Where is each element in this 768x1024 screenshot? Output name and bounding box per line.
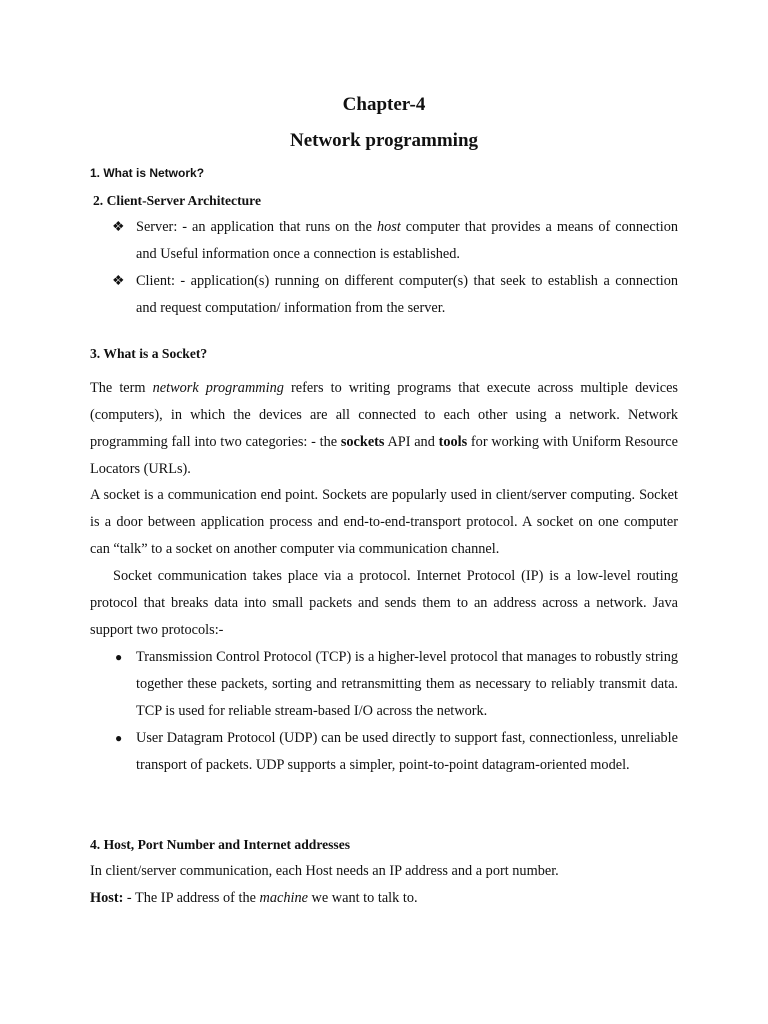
- host-text-a: - The IP address of the: [123, 890, 260, 906]
- paragraph-network-programming: [90, 375, 678, 483]
- udp-text: User Datagram Protocol (UDP) can be used directly to support fast, connectionless, unreliable transport of packets. UDP supports a simpler, point-to-point datagram-oriented model.: [136, 730, 678, 773]
- list-item-udp: [115, 725, 678, 779]
- client-text: Client: - application(s) running on different computer(s) that seek to establish a connection and request computation/ information from the server.: [136, 273, 678, 316]
- server-emphasis: host: [376, 219, 401, 235]
- list-item-tcp: [115, 644, 678, 725]
- list-item-server: [112, 214, 678, 268]
- paragraph-socket-protocol: Socket communication takes place via a protocol. Internet Protocol (IP) is a low-level routing protocol that breaks data into small packets and sends them to an address across a network. Java support two protocols:-: [90, 568, 678, 638]
- host-label: Host:: [90, 890, 124, 906]
- p1-emphasis: network programming: [152, 380, 284, 396]
- host-emphasis: machine: [259, 890, 308, 906]
- p1-text-c: API and: [384, 434, 439, 450]
- host-text-b: we want to talk to.: [307, 890, 418, 906]
- p1-bold-sockets: sockets: [340, 434, 385, 450]
- chapter-heading: Chapter-4: [342, 94, 426, 115]
- server-text-end: computer that provides a means of connection and Useful information once a connection is established.: [136, 219, 678, 262]
- bullet-icon: ●: [115, 650, 123, 664]
- section-heading-host-port: 4. Host, Port Number and Internet addresses: [90, 837, 351, 852]
- paragraph-host-intro: In client/server communication, each Host needs an IP address and a port number.: [90, 863, 559, 879]
- section-heading-socket: 3. What is a Socket?: [90, 346, 208, 361]
- paragraph-host-definition: [90, 885, 678, 912]
- diamond-bullet-icon: ❖: [112, 274, 125, 289]
- title-block: [0, 92, 768, 154]
- server-text: Server: - an application that runs on the: [136, 219, 377, 235]
- paragraph-socket-definition: A socket is a communication end point. Sockets are popularly used in client/server computing. Socket is a door between application process and end-to-end-transport protocol. A socket on one computer can “talk” to a socket on another computer via communication channel.: [90, 487, 678, 557]
- section-heading-network: 1. What is Network?: [90, 166, 205, 180]
- p1-text-a: The term: [90, 380, 153, 396]
- p1-text-d: for working with Uniform Resource Locators (URLs).: [90, 434, 678, 477]
- bullet-icon: ●: [115, 731, 123, 745]
- list-item-client: [112, 268, 678, 322]
- p1-text-b: refers to writing programs that execute across multiple devices (computers), in which the devices are all connected to each other using a network. Network programming fall into two categories: - the: [90, 380, 678, 450]
- diamond-bullet-icon: ❖: [112, 220, 125, 235]
- section-heading-client-server: 2. Client-Server Architecture: [93, 193, 261, 208]
- document-title: Network programming: [289, 130, 479, 151]
- tcp-text: Transmission Control Protocol (TCP) is a higher-level protocol that manages to robustly string together these packets, sorting and retransmitting them as necessary to reliably transmit data. TCP is used for reliable stream-based I/O across the network.: [136, 649, 678, 719]
- p1-bold-tools: tools: [438, 434, 468, 450]
